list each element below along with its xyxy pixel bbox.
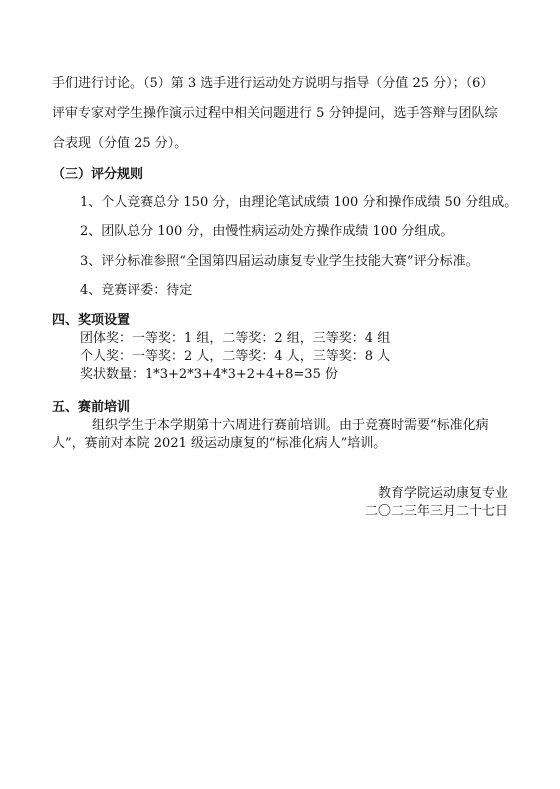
scoring-item-4: 4、竞赛评委：待定: [80, 283, 193, 298]
signature-org: 教育学院运动康复专业: [377, 486, 508, 501]
awards-team: 团体奖：一等奖：1 组，二等奖：2 组，三等奖：4 组: [80, 331, 391, 346]
awards-certificates: 奖状数量：1*3+2*3+4*3+2+4+8=35 份: [80, 367, 338, 382]
scoring-heading: （三）评分规则: [52, 167, 144, 182]
intro-line-1: 手们进行讨论。（5）第 3 选手进行运动处方说明与指导（分值 25 分）；（6）: [52, 76, 494, 91]
training-heading: 五、赛前培训: [52, 400, 131, 415]
signature-date: 二〇二三年三月二十七日: [364, 504, 508, 519]
awards-individual: 个人奖：一等奖：2 人，二等奖：4 人，三等奖：8 人: [80, 349, 391, 364]
scoring-item-3: 3、评分标准参照“全国第四届运动康复专业学生技能大赛”评分标准。: [80, 254, 479, 269]
training-line-2: 人”，赛前对本院 2021 级运动康复的“标准化病人”培训。: [52, 436, 387, 451]
scoring-item-2: 2、团队总分 100 分，由慢性病运动处方操作成绩 100 分组成。: [80, 224, 454, 239]
awards-heading: 四、奖项设置: [52, 313, 131, 328]
training-line-1: 组织学生于本学期第十六周进行赛前培训。由于竞赛时需要“标准化病: [92, 418, 489, 433]
scoring-item-1: 1、个人竞赛总分 150 分，由理论笔试成绩 100 分和操作成绩 50 分组成。: [80, 195, 518, 210]
intro-line-3: 合表现（分值 25 分）。: [52, 136, 188, 151]
intro-line-2: 评审专家对学生操作演示过程中相关问题进行 5 分钟提问，选手答辩与团队综: [52, 106, 498, 121]
